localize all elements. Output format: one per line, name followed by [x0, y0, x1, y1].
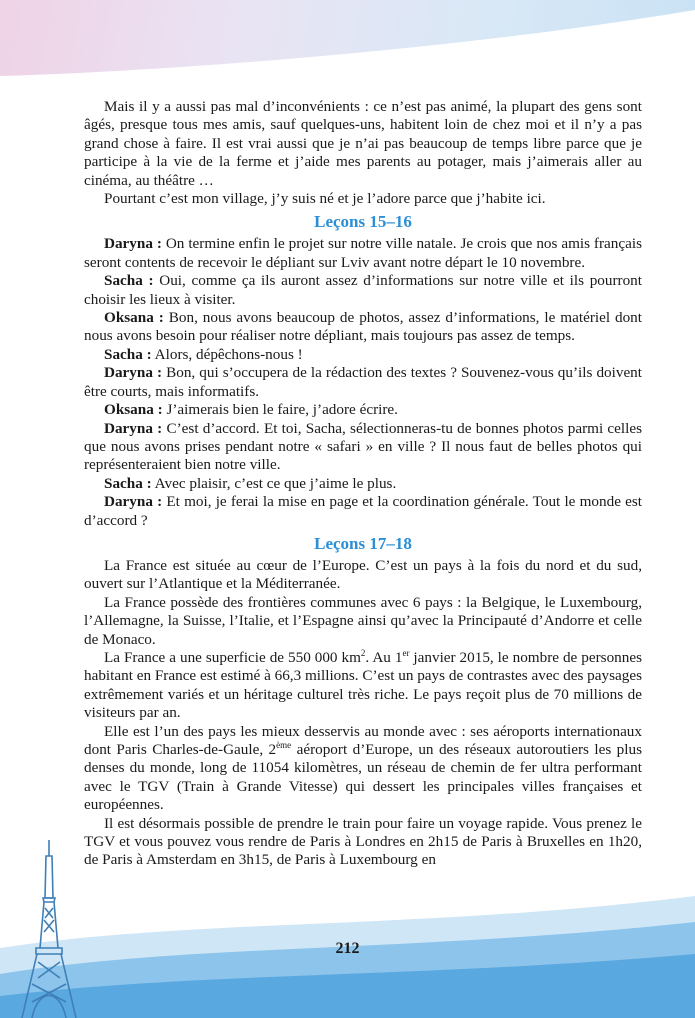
dialogue-line: [84, 475, 642, 493]
dialogue-text: C’est d’accord. Et toi, Sacha, sélectionneras-tu de bonnes photos parmi celles que nous avons prises pendant notre « safari » en ville ? Il nous faut de belles photos qui représenteraient bien notre ville.: [84, 419, 642, 474]
paragraph: Il est désormais possible de prendre le train pour faire un voyage rapide. Vous prenez le TGV et vous pouvez vous rendre de Paris à Londres en 2h15 de Paris à Bruxelles en 1h20, de Paris à Amsterdam en 3h15, de Paris à Luxembourg en: [84, 814, 642, 869]
dialogue-text: Avec plaisir, c’est ce que j’aime le plus.: [154, 474, 397, 492]
superscript: 2: [360, 647, 366, 658]
dialogue-line: [84, 235, 642, 272]
dialogue-line: [84, 401, 642, 419]
text-run: . Au 1: [365, 648, 403, 666]
speaker-name: Oksana :: [104, 401, 163, 419]
superscript: er: [402, 647, 410, 658]
page-number: 212: [335, 940, 360, 957]
speaker-name: Sacha :: [104, 345, 152, 363]
dialogue-text: Bon, qui s’occupera de la rédaction des textes ? Souvenez-vous qu’ils doivent être courts, mais informatifs.: [84, 364, 642, 400]
speaker-name: Sacha :: [104, 474, 152, 492]
section-heading-lecons-17-18: Leçons 17–18: [314, 533, 412, 553]
speaker-name: Daryna :: [104, 235, 162, 253]
dialogue-line: [84, 493, 642, 530]
text-run: aéroport d’Europe, un des réseaux autoroutiers les plus denses du monde, long de 11054 kilomètres, un réseau de chemin de fer ultra performant avec le TGV (Train à Grande Vitesse) qui dessert les principales villes françaises et européennes.: [84, 741, 642, 814]
eiffel-tower-icon: [18, 838, 80, 1018]
dialogue-text: Oui, comme ça ils auront assez d’informations sur notre ville et ils pourront choisir les lieux à visiter.: [84, 272, 642, 308]
dialogue-line: [84, 309, 642, 346]
paragraph: Pourtant c’est mon village, j’y suis né et je l’adore parce que j’habite ici.: [104, 190, 546, 208]
speaker-name: Daryna :: [104, 419, 163, 437]
paragraph: La France est située au cœur de l’Europe. C’est un pays à la fois du nord et du sud, ouvert sur l’Atlantique et la Méditerranée.: [84, 556, 642, 593]
superscript: ème: [276, 739, 292, 750]
paragraph: Mais il y a aussi pas mal d’inconvénients : ce n’est pas animé, la plupart des gens sont âgés, presque tous mes amis, sauf quelques-uns, habitent loin de chez moi et il n’y a pas grand chose à faire. Il est vrai aussi que je n’ai pas beaucoup de temps libre parce que je participe à la vie de la ferme et j’aide mes parents au potager, mais j’aimerais aller au cinéma, au théâtre …: [84, 98, 642, 189]
text-run: janvier 2015, le nombre de personnes habitant en France est estimé à 66,3 millions. C’est un pays de contrastes avec des paysages extrêmement variés et un héritage culturel très riche. Le pays reçoit plus de 70 millions de visiteurs par an.: [84, 648, 642, 722]
speaker-name: Daryna :: [104, 493, 163, 511]
dialogue-text: On termine enfin le projet sur notre ville natale. Je crois que nos amis français seront contents de recevoir le dépliant sur Lviv avant notre départ le 10 novembre.: [84, 235, 642, 271]
dialogue-text: Bon, nous avons beaucoup de photos, assez d’informations, le matériel dont nous avons besoin pour réaliser notre dépliant, mais toujours pas assez de temps.: [84, 309, 642, 345]
text-run: La France a une superficie de 550 000 km: [104, 648, 361, 666]
header-wave-shape: [0, 0, 695, 92]
paragraph: [84, 649, 642, 723]
speaker-name: Daryna :: [104, 364, 163, 382]
text-run: Elle est l’un des pays les mieux desservis au monde avec : ses aéroports internationaux dont Paris Charles-de-Gaule, 2: [84, 722, 642, 758]
speaker-name: Sacha :: [104, 272, 154, 290]
page-text-body: [84, 98, 642, 870]
dialogue-text: Et moi, je ferai la mise en page et la coordination générale. Tout le monde est d’accord ?: [84, 493, 642, 529]
paragraph: La France possède des frontières communes avec 6 pays : la Belgique, le Luxembourg, l’Allemagne, la Suisse, l’Italie, et l’Espagne ainsi qu’avec la Principauté d’Andorre et celle de Monaco.: [84, 593, 642, 648]
section-heading-lecons-15-16: Leçons 15–16: [314, 212, 412, 232]
dialogue-line: [84, 272, 642, 309]
dialogue-text: J’aimerais bien le faire, j’adore écrire.: [166, 401, 398, 419]
paragraph: [84, 723, 642, 815]
dialogue-text: Alors, dépêchons-nous !: [154, 345, 303, 363]
dialogue-line: [84, 346, 642, 364]
speaker-name: Oksana :: [104, 309, 164, 327]
dialogue-line: [84, 364, 642, 401]
dialogue-line: [84, 420, 642, 475]
